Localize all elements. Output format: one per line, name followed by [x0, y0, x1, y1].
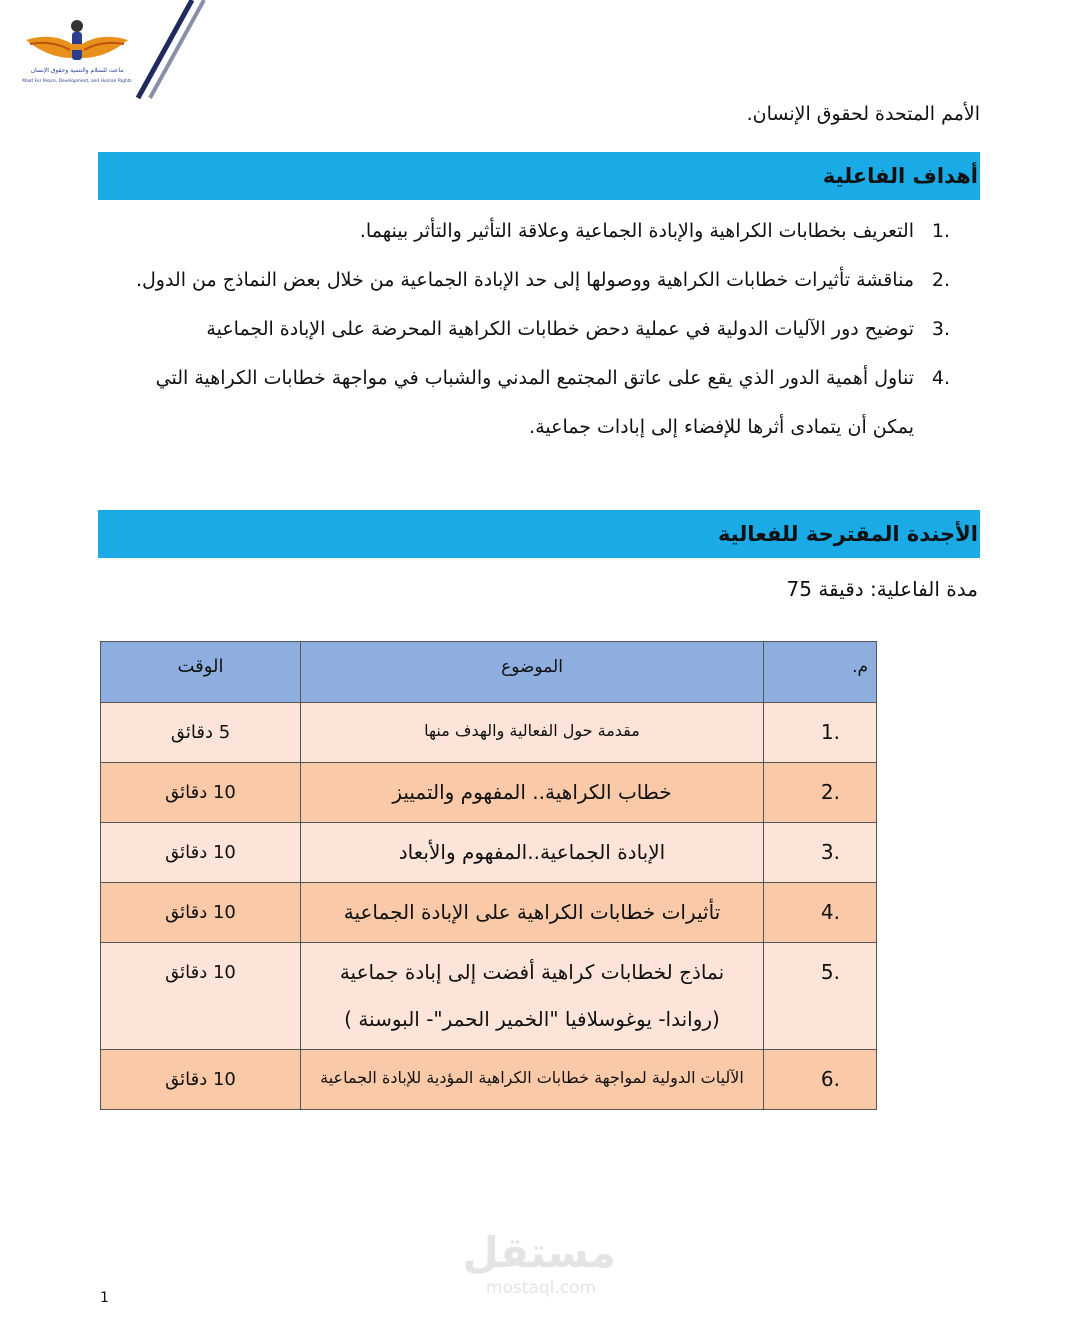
agenda-heading: الأجندة المقترحة للفعالية: [718, 522, 978, 546]
table-header-row: [101, 642, 877, 703]
objective-number: 1.: [931, 220, 950, 242]
row-topic: مقدمة حول الفعالية والهدف منها: [301, 703, 764, 763]
objective-number: 3.: [931, 318, 950, 340]
header-topic: الموضوع: [301, 642, 764, 703]
row-time: 10 دقائق: [101, 763, 301, 823]
objective-number: 4.: [931, 367, 950, 389]
row-topic: الآليات الدولية لمواجهة خطابات الكراهية المؤدية للإبادة الجماعية: [301, 1050, 764, 1110]
page-number: 1: [100, 1290, 109, 1306]
row-topic: نماذج لخطابات كراهية أفضت إلى إبادة جماعية (رواندا- يوغوسلافيا "الخمير الحمر"- البوسنة ): [301, 943, 764, 1050]
duration-label: مدة الفاعلية:: [870, 577, 978, 601]
objectives-list: [112, 207, 950, 452]
organization-logo: [22, 14, 132, 92]
duration-value: 75 دقيقة: [786, 577, 864, 601]
table-row: [101, 1050, 877, 1110]
table-row: [101, 763, 877, 823]
row-topic: الإبادة الجماعية..المفهوم والأبعاد: [301, 823, 764, 883]
row-number: 2.: [764, 763, 877, 823]
objective-text: توضيح دور الآليات الدولية في عملية دحض خطابات الكراهية المحرضة على الإبادة الجماعية: [206, 318, 914, 340]
table-row: [101, 943, 877, 1050]
intro-tail-text: الأمم المتحدة لحقوق الإنسان.: [746, 103, 980, 125]
watermark-english: mostaql.com: [485, 1278, 597, 1298]
row-time: 5 دقائق: [101, 703, 301, 763]
objective-text: تناول أهمية الدور الذي يقع على عاتق المجتمع المدني والشباب في مواجهة خطابات الكراهية التي يمكن أن يتمادى أثرها للإفضاء إلى إبادات جماعية.: [155, 367, 914, 438]
objectives-heading-bar: [98, 152, 980, 200]
row-time: 10 دقائق: [101, 823, 301, 883]
objective-text: التعريف بخطابات الكراهية والإبادة الجماعية وعلاقة التأثير والتأثر بينهما.: [359, 220, 914, 242]
row-number: 1.: [764, 703, 877, 763]
agenda-table: [100, 641, 877, 1110]
objective-number: 2.: [931, 269, 950, 291]
objective-item: [112, 354, 950, 452]
row-number: 6.: [764, 1050, 877, 1110]
row-topic: خطاب الكراهية.. المفهوم والتمييز: [301, 763, 764, 823]
decorative-stripes: [130, 0, 220, 100]
watermark: [462, 1228, 616, 1308]
row-time: 10 دقائق: [101, 883, 301, 943]
objective-item: [112, 305, 950, 354]
objective-item: [112, 256, 950, 305]
table-row: [101, 703, 877, 763]
watermark-arabic: مستقل: [462, 1228, 616, 1277]
event-duration: [787, 572, 978, 606]
objectives-heading: أهداف الفاعلية: [822, 164, 978, 188]
logo-arabic-text: ماعت للسلام والتنمية وحقوق الإنسان: [30, 67, 124, 74]
header-number: م.: [764, 642, 877, 703]
header-time: الوقت: [101, 642, 301, 703]
table-row: [101, 823, 877, 883]
table-row: [101, 883, 877, 943]
row-time: 10 دقائق: [101, 1050, 301, 1110]
logo-english-text: Maat For Peace, Development, and Human Rights: [22, 79, 132, 84]
agenda-heading-bar: [98, 510, 980, 558]
row-time: 10 دقائق: [101, 943, 301, 1050]
objective-text: مناقشة تأثيرات خطابات الكراهية ووصولها إلى حد الإبادة الجماعية من خلال بعض النماذج من الدول.: [135, 269, 914, 291]
row-number: 5.: [764, 943, 877, 1050]
row-topic: تأثيرات خطابات الكراهية على الإبادة الجماعية: [301, 883, 764, 943]
row-number: 4.: [764, 883, 877, 943]
objective-item: [112, 207, 950, 256]
row-number: 3.: [764, 823, 877, 883]
